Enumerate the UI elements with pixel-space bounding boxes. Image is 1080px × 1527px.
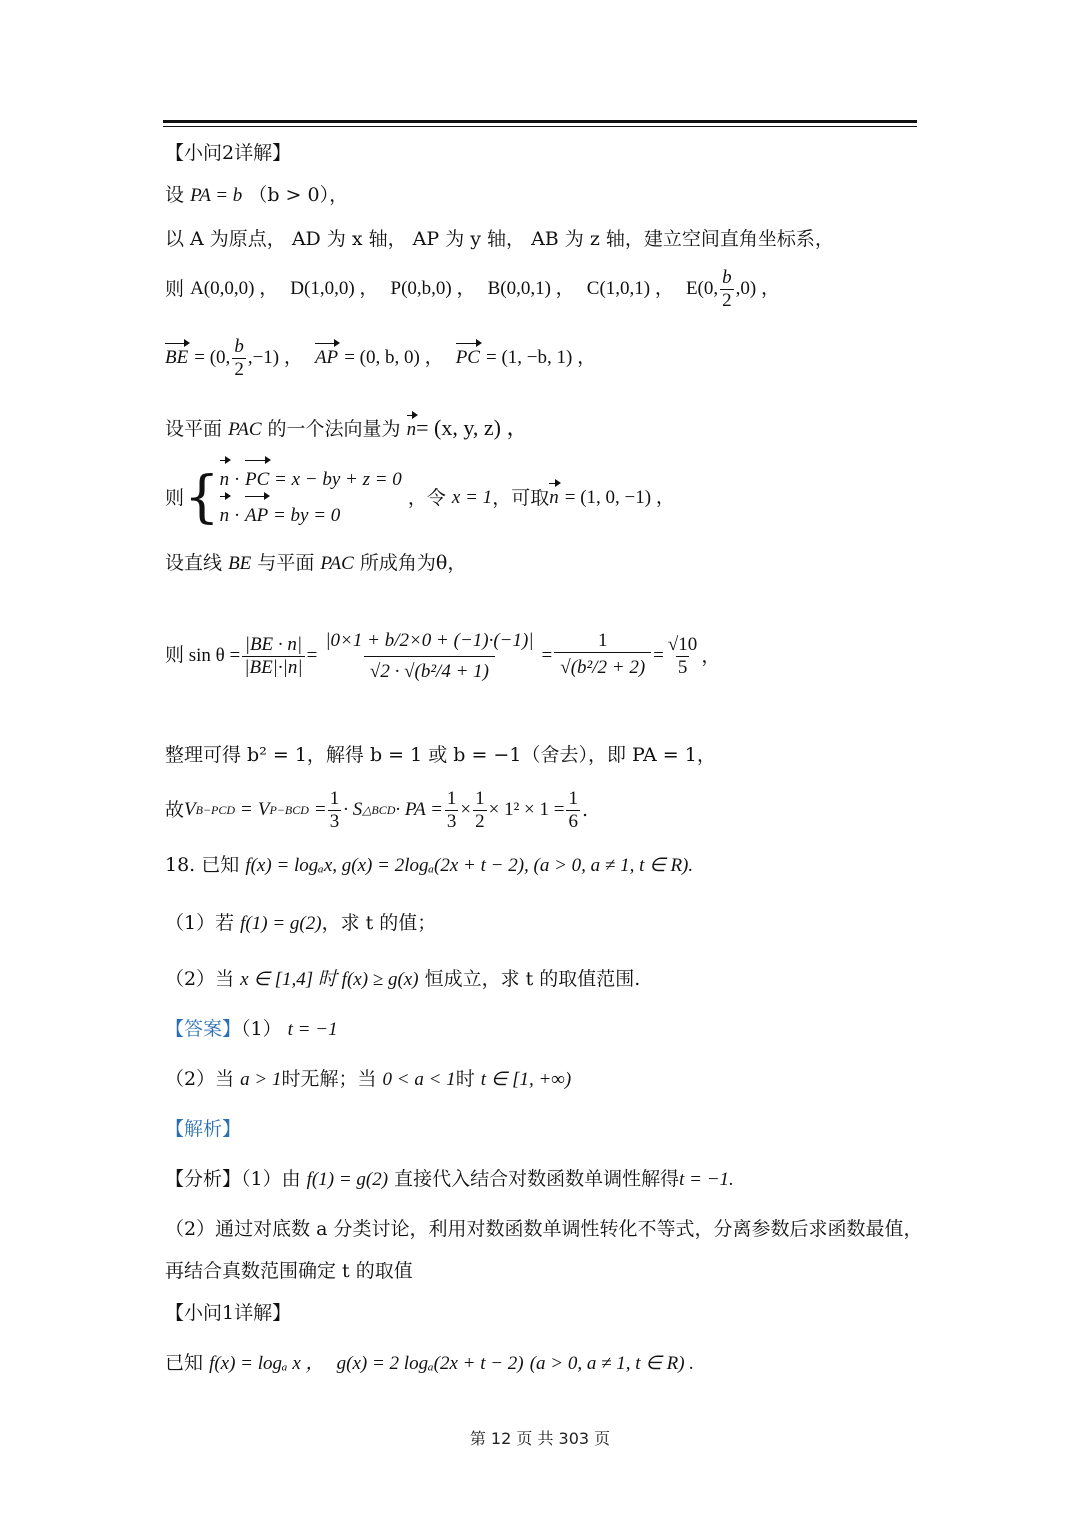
- line-sin-theta: 则 sin θ = $\frac{|BE \cdot n|}{|BE|\cdot|n|}$ = $\frac{|0\times 1 + b/2\times 0 + (-1)\cdot(-1)|}{\text{√2 · √(b²/4 + 1)}}$ = $\frac{1}{\text{√(b²/2 + 2)}}$ = $\frac{√10}{5}$ ，: [165, 598, 720, 714]
- section-header-2: 【小问2详解】: [165, 142, 292, 164]
- answer-line-2: （2）当 a > 1时无解；当 0 < a < 1时 t ∈ [1, +∞): [165, 1068, 572, 1090]
- line-vectors: BE = (0, $\frac{b}{2}$ ,−1) ， AP = (0, b, 0) ， PC = (1, −b, 1) ，: [165, 335, 597, 380]
- fenxi-line-2: （2）通过对底数 a 分类讨论，利用对数函数单调性转化不等式，分离参数后求函数最值，: [165, 1218, 923, 1240]
- vector-ap: AP: [315, 345, 338, 371]
- page-footer: 第 12 页 共 303 页: [469, 1429, 611, 1448]
- fenxi-line-1: 【分析】（1）由 f(1) = g(2) 直接代入结合对数函数单调性解得t = −1.: [165, 1168, 734, 1190]
- answer-tag: 【答案】: [165, 1018, 242, 1040]
- line-solve: 整理可得 b² = 1，解得 b = 1 或 b = −1（舍去），即 PA = 1，: [165, 744, 716, 766]
- analysis-tag: 【解析】: [165, 1118, 242, 1140]
- question-18-part1: （1）若 f(1) = g(2)，求 t 的值；: [165, 912, 437, 934]
- question-18-part2: （2）当 x ∈ [1,4] 时 f(x) ≥ g(x) 恒成立，求 t 的取值范围.: [165, 968, 641, 990]
- vector-pc: PC: [456, 345, 480, 371]
- line-axes: 以 A 为原点， AD 为 x 轴， AP 为 y 轴， AB 为 z 轴，建立空间直角坐标系，: [165, 228, 834, 250]
- vector-be: BE: [165, 345, 188, 371]
- line-points: 则 A(0,0,0) ， D(1,0,0) ， P(0,b,0) ， B(0,0,1) ， C(1,0,1) ， E(0, $\frac{b}{2}$ ,0) ，: [165, 266, 780, 311]
- last-line: 已知 f(x) = logₐ x ， g(x) = 2 logₐ(2x + t − 2) (a > 0, a ≠ 1, t ∈ R) .: [165, 1352, 695, 1374]
- top-rule-thick: [163, 120, 917, 123]
- line-normal: 设平面 PAC 的一个法向量为 n= (x, y, z) ，: [165, 415, 529, 443]
- line-angle: 设直线 BE 与平面 PAC 所成角为θ，: [165, 552, 467, 574]
- section-header-1: 【小问1详解】: [165, 1302, 292, 1324]
- line-volume: 故 V B−PCD = V P−BCD = $\frac{1}{3}$ · S △BCD · PA = $\frac{1}{3}$ × $\frac{1}{2}$ × 1² × 1 = $\frac{1}{6}$ .: [165, 787, 589, 832]
- line-system: 则 { n · PC = x − by + z = 0 n · AP = by = 0 ，令 x = 1 ，可取 n = (1, 0, −1) ，: [165, 462, 675, 534]
- line-set-pa: 设 PA = b （b > 0），: [165, 184, 349, 206]
- top-rule-thin: [163, 126, 917, 127]
- question-18: 18. 已知 f(x) = logₐx, g(x) = 2logₐ(2x + t − 2), (a > 0, a ≠ 1, t ∈ R).: [165, 854, 694, 876]
- fenxi-line-3: 再结合真数范围确定 t 的取值: [165, 1260, 413, 1282]
- answer-line-1: 【答案】（1） t = −1: [165, 1018, 338, 1040]
